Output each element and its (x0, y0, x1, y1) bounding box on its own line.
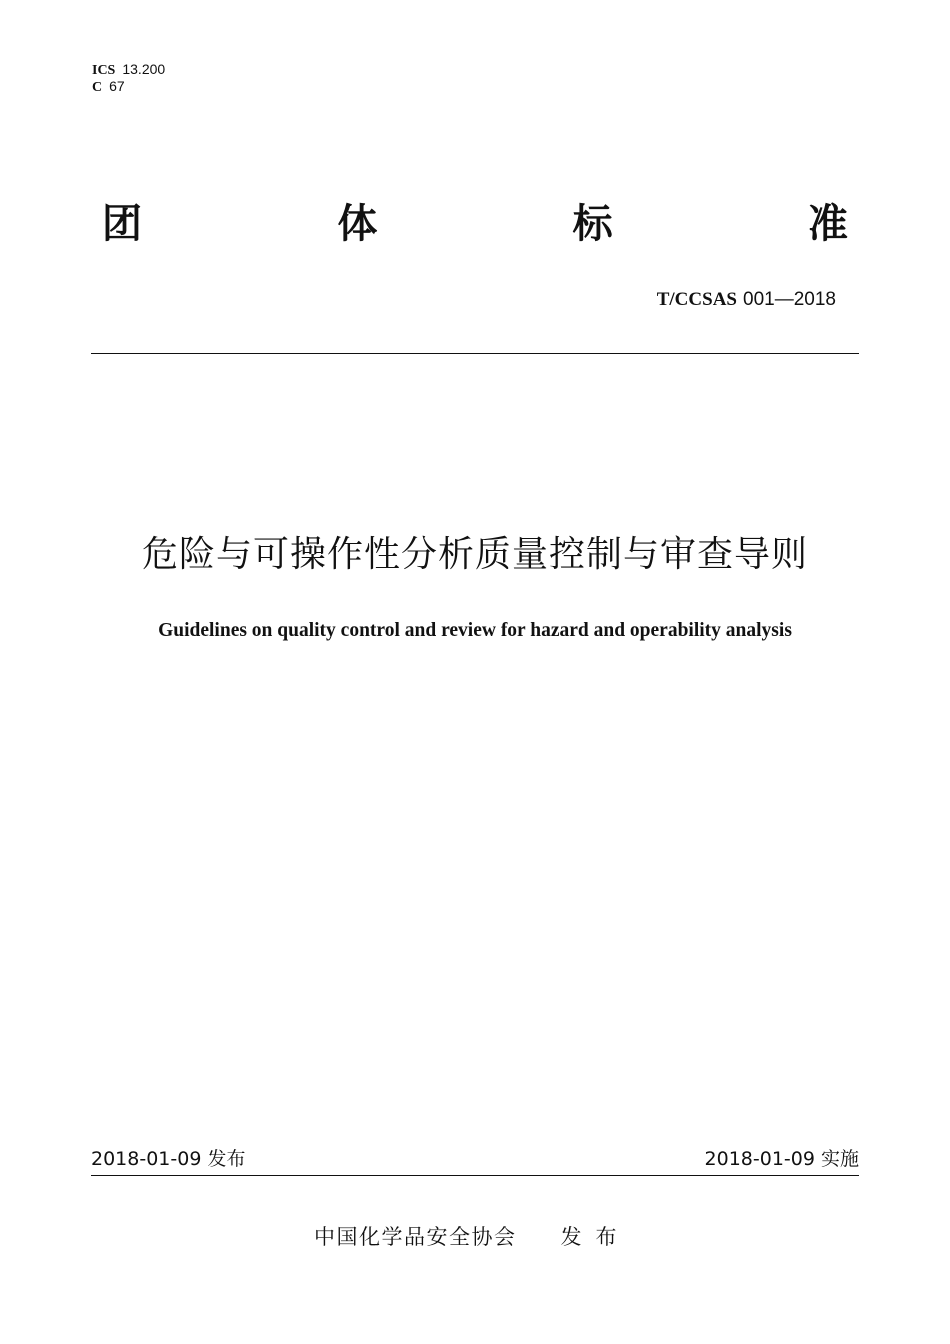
standard-number-digits: 001—2018 (743, 289, 836, 310)
standard-type-char-1: 团 (102, 201, 142, 247)
ics-number: 13.200 (122, 61, 166, 77)
publisher-line (314, 1222, 631, 1252)
standard-type-char-3: 标 (572, 201, 613, 247)
title-english: Guidelines on quality control and review for hazard and operability analysis (158, 620, 792, 641)
standard-type-char-4: 准 (807, 201, 848, 247)
publisher-verb: 发布 (560, 1225, 631, 1249)
standard-type-char-2: 体 (337, 201, 378, 247)
ics-label: ICS (92, 63, 116, 78)
top-divider (91, 353, 859, 354)
implementation-label: 实施 (820, 1148, 859, 1170)
bottom-divider (91, 1175, 859, 1176)
ics-classification (92, 61, 165, 79)
implementation-date: 2018-01-09 (704, 1148, 815, 1170)
standard-type-heading (102, 196, 848, 252)
standard-number-prefix: T/CCSAS (656, 289, 737, 310)
title-chinese: 危险与可操作性分析质量控制与审查导则 (141, 534, 808, 575)
standard-number (657, 287, 836, 312)
implementation-date-line (705, 1146, 859, 1172)
issue-date-line (91, 1146, 245, 1172)
publisher-organization: 中国化学品安全协会 (314, 1225, 517, 1249)
ccs-label: C (92, 80, 103, 95)
ccs-number: 67 (109, 78, 125, 94)
ccs-classification (92, 78, 125, 96)
issue-date: 2018-01-09 (91, 1148, 202, 1170)
issue-label: 发布 (207, 1148, 246, 1170)
